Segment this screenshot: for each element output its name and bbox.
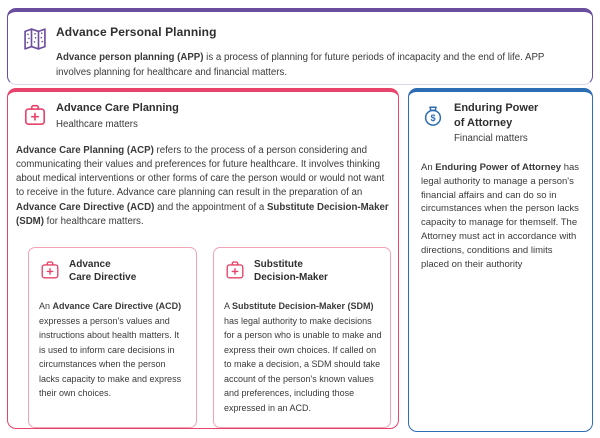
- sdm-body-text: A Substitute Decision-Maker (SDM) has legal authority to make decisions for a person who is unable to make and express their own choices. If called on to make a decision, a SDM should take account of the person's known values and preferences, including those expressed in an ACD.: [224, 301, 382, 413]
- acd-body-text: An Advance Care Directive (ACD) expresses a person's values and instructions about health matters. It is used to inform care decisions in circumstances when the person lacks capacity to make and express their own choices.: [39, 301, 182, 398]
- acd-title: [69, 258, 136, 284]
- enduring-power-of-attorney-card: [408, 88, 593, 432]
- acp-subtitle: Healthcare matters: [56, 118, 138, 130]
- advance-care-planning-card: [7, 88, 399, 429]
- money-bag-icon: [420, 102, 446, 128]
- map-icon: [21, 25, 49, 53]
- medical-kit-icon: [22, 102, 48, 128]
- epoa-subtitle: Financial matters: [454, 133, 528, 144]
- app-intro-text: Advance person planning (APP) is a process of planning for future periods of incapacity and the end of life. APP involves planning for healthcare and financial matters.: [56, 52, 545, 78]
- acp-header-text: [56, 101, 179, 131]
- acp-body-text: Advance Care Planning (ACP) refers to the process of a person considering and communicating their values and preferences for future healthcare. It involves thinking about medical interventions or other forms of care the person would or would not want to receive in the future. Advance care planning can result in the preparation of an Advance Care Directive (ACD) and the appointment of a Substitute Decision-Maker (SDM) for healthcare matters.: [16, 144, 389, 227]
- epoa-title: [454, 101, 538, 130]
- sdm-header: [224, 258, 390, 284]
- advance-personal-planning-card: [7, 8, 593, 85]
- medical-kit-icon: [224, 259, 246, 281]
- acd-header: [39, 258, 196, 284]
- acp-title: Advance Care Planning: [56, 102, 179, 114]
- svg-text:$: $: [430, 113, 436, 124]
- substitute-decision-maker-card: [213, 247, 391, 428]
- acd-title-line1: Advance: [69, 259, 111, 270]
- epoa-title-line2: of Attorney: [454, 116, 513, 129]
- page-title: Advance Personal Planning: [56, 25, 217, 39]
- epoa-title-line1: Enduring Power: [454, 102, 539, 114]
- acp-sub-cards: [28, 247, 391, 428]
- medical-kit-icon: [39, 259, 61, 281]
- epoa-header-text: [454, 101, 538, 145]
- sdm-title: [254, 258, 328, 284]
- epoa-body-text: An Enduring Power of Attorney has legal authority to manage a person's financial affairs and can do so in circumstances when the person lacks capacity to manage for themself. The Attorney must act in accordance with directions, conditions and limits placed on their authority: [421, 162, 580, 270]
- sdm-title-line1: Substitute: [254, 259, 303, 270]
- advance-care-directive-card: [28, 247, 197, 428]
- acd-title-line2: Care Directive: [69, 272, 137, 283]
- epoa-header: [420, 101, 592, 145]
- sdm-title-line2: Decision-Maker: [254, 272, 328, 283]
- acp-header: [22, 101, 398, 131]
